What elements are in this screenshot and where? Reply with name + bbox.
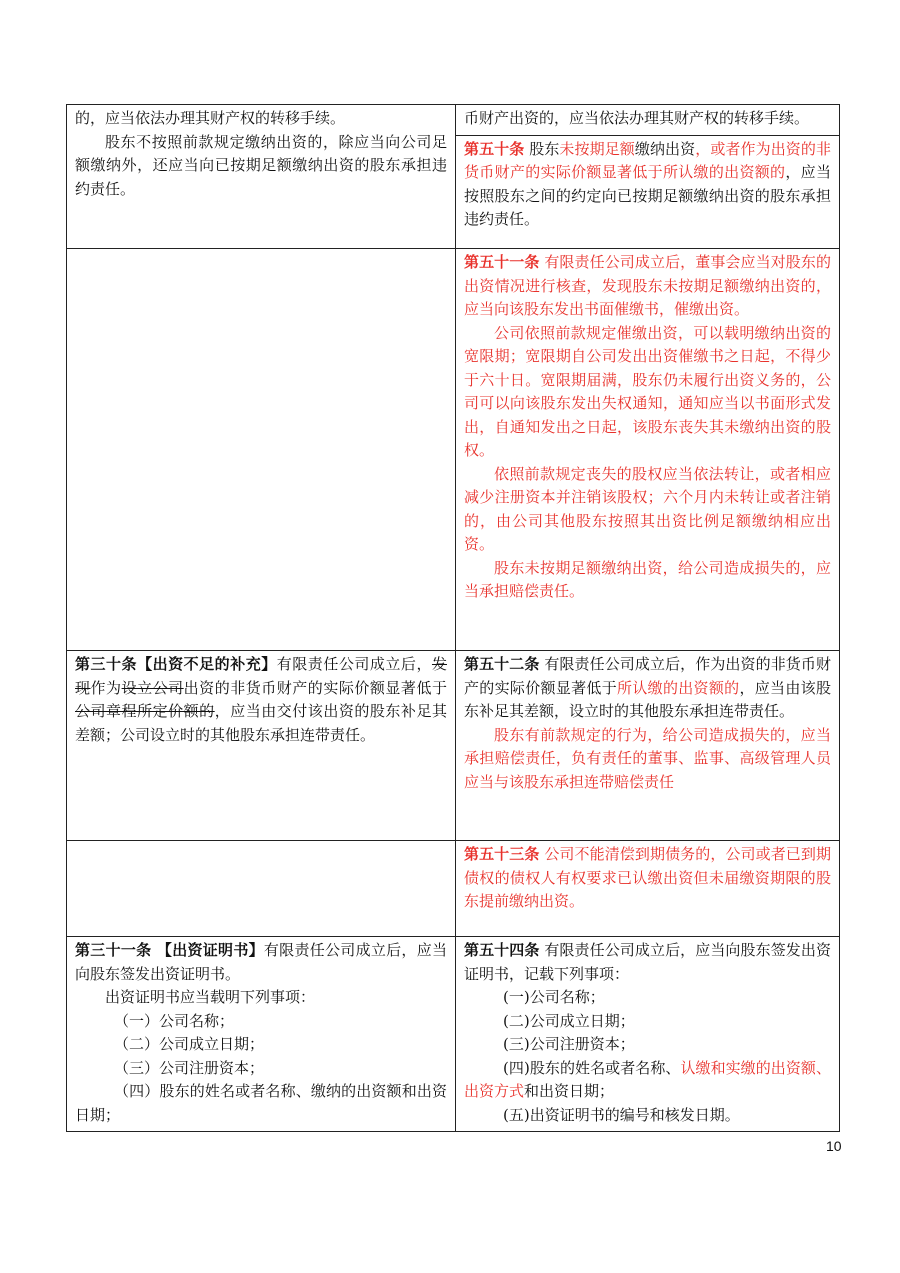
table-row: [67, 937, 840, 1132]
old-text: ，应当由交付该出资的股东补足其差额；公司设立时的其他股东承担连带责任。: [75, 702, 447, 744]
old-law-cell: [67, 937, 456, 1132]
list-item: （二）公司成立日期；: [114, 1035, 265, 1053]
list-item: (五)出资证明书的编号和核发日期。: [503, 1105, 740, 1124]
old-text: 作为: [90, 678, 122, 697]
amended-text: 有限责任公司成立后，董事会应当对股东的出资情况进行核查，发现股东未按期足额缴纳出资的，应当向该股东发出书面催缴书，催缴出资。: [464, 253, 831, 318]
amended-text: 股东有前款规定的行为，给公司造成损失的，应当承担赔偿责任，负有责任的董事、监事、高级管理人员应当与该股东承担连带赔偿责任: [464, 725, 831, 791]
new-law-cell: [456, 105, 840, 249]
article-52: [464, 653, 831, 724]
table-row: [67, 651, 840, 841]
deleted-text: 发现: [75, 655, 447, 697]
article-heading: 第五十四条: [464, 941, 540, 959]
amended-text: ，或者作为出资的非货币财产的实际价额显著低于所认缴的出资额的: [464, 139, 831, 181]
page-number: 10: [826, 1138, 842, 1154]
old-text: 有限责任公司成立后，: [276, 655, 432, 673]
article-heading: 第三十条【出资不足的补充】: [75, 655, 277, 673]
amended-text: 未按期足额: [559, 139, 635, 158]
article-53: [464, 843, 831, 914]
amended-text: 依照前款规定丧失的股权应当依法转让，或者相应减少注册资本并注销该股权；六个月内未转让或者注销的，由公司其他股东按照其出资比例足额缴纳相应出资。: [464, 464, 831, 553]
new-text: ，应当按照股东之间的约定向已按期足额缴纳出资的股东承担违约责任。: [464, 163, 831, 228]
list-item: （一）公司名称；: [114, 1011, 235, 1030]
old-text: 的，应当依法办理其财产权的转移手续。: [75, 109, 346, 127]
list-item: [464, 1057, 831, 1104]
article-heading: 第五十条: [464, 139, 525, 158]
new-law-cell: [456, 651, 840, 841]
old-text: 出资证明书应当载明下列事项：: [105, 988, 316, 1006]
amended-text: 公司依照前款规定催缴出资，可以载明缴纳出资的宽限期；宽限期自公司发出出资催缴书之日起，不得少于六十日。宽限期届满，股东仍未履行出资义务的，公司可以向该股东发出失权通知，通知应当以书面形式发出，自通知发出之日起，该股东丧失其未缴纳出资的股权。: [464, 323, 831, 459]
article-heading: 第五十三条: [464, 845, 540, 863]
article-heading: 第五十一条: [464, 253, 540, 271]
old-law-cell: [67, 651, 456, 841]
comparison-table: [66, 104, 840, 1132]
list-item: （四）股东的姓名或者名称、缴纳的出资额和出资日期；: [75, 1082, 447, 1124]
new-text: 和出资日期；: [524, 1082, 615, 1100]
deleted-text: 公司章程所定价额的: [75, 702, 215, 720]
new-text: 币财产出资的，应当依法办理其财产权的转移手续。: [464, 109, 810, 127]
amended-text: 股东未按期足额缴纳出资，给公司造成损失的，应当承担赔偿责任。: [464, 558, 831, 600]
new-law-cell: [456, 249, 840, 651]
new-text: 有限责任公司成立后，作为出资的非货币财产的实际价额显著低于: [464, 655, 831, 697]
new-text: 缴纳出资: [634, 139, 696, 158]
amended-text: 认缴和实缴的出资额、出资方式: [464, 1058, 831, 1100]
old-text: 出资的非货币财产的实际价额显著低于: [183, 678, 447, 697]
new-law-cell: [456, 841, 840, 937]
article-54: [464, 939, 831, 986]
article-31: [75, 939, 447, 986]
new-law-cell: [456, 937, 840, 1132]
deleted-text: 设立公司: [121, 678, 184, 697]
article-50: [464, 138, 831, 232]
old-text: 股东不按照前款规定缴纳出资的，除应当向公司足额缴纳外，还应当向已按期足额缴纳出资的股东承担违约责任。: [75, 132, 447, 198]
old-law-cell-empty: [67, 841, 456, 937]
article-heading: 第五十二条: [464, 655, 540, 673]
article-heading: 第三十一条 【出资证明书】: [75, 941, 264, 959]
table-row: [67, 249, 840, 651]
article-51: [464, 251, 831, 322]
amended-text: 公司不能清偿到期债务的，公司或者已到期债权的债权人有权要求已认缴出资但未届缴资期限的股东提前缴纳出资。: [464, 845, 831, 910]
list-item: （三）公司注册资本；: [114, 1058, 265, 1077]
article-30: [75, 653, 447, 747]
table-row: [67, 841, 840, 937]
new-text: ，应当由该股东补足其差额，设立时的其他股东承担连带责任。: [464, 678, 831, 720]
old-text: 有限责任公司成立后，应当向股东签发出资证明书。: [75, 941, 447, 983]
old-law-cell: [67, 105, 456, 249]
new-text: ，记载下列事项：: [509, 964, 630, 983]
list-item: (三)公司注册资本；: [503, 1035, 635, 1053]
new-text: (四)股东的姓名或者名称、: [503, 1058, 681, 1077]
new-text: 股东: [524, 139, 560, 158]
list-item: (一)公司名称；: [503, 988, 605, 1006]
list-item: (二)公司成立日期；: [503, 1011, 635, 1030]
new-text: 有限责任公司成立后，应当向股东签发出资证明书: [464, 941, 831, 983]
table-row: [67, 105, 840, 249]
old-law-cell-empty: [67, 249, 456, 651]
amended-text: 所认缴的出资额的: [617, 678, 740, 697]
divider: [456, 135, 839, 136]
